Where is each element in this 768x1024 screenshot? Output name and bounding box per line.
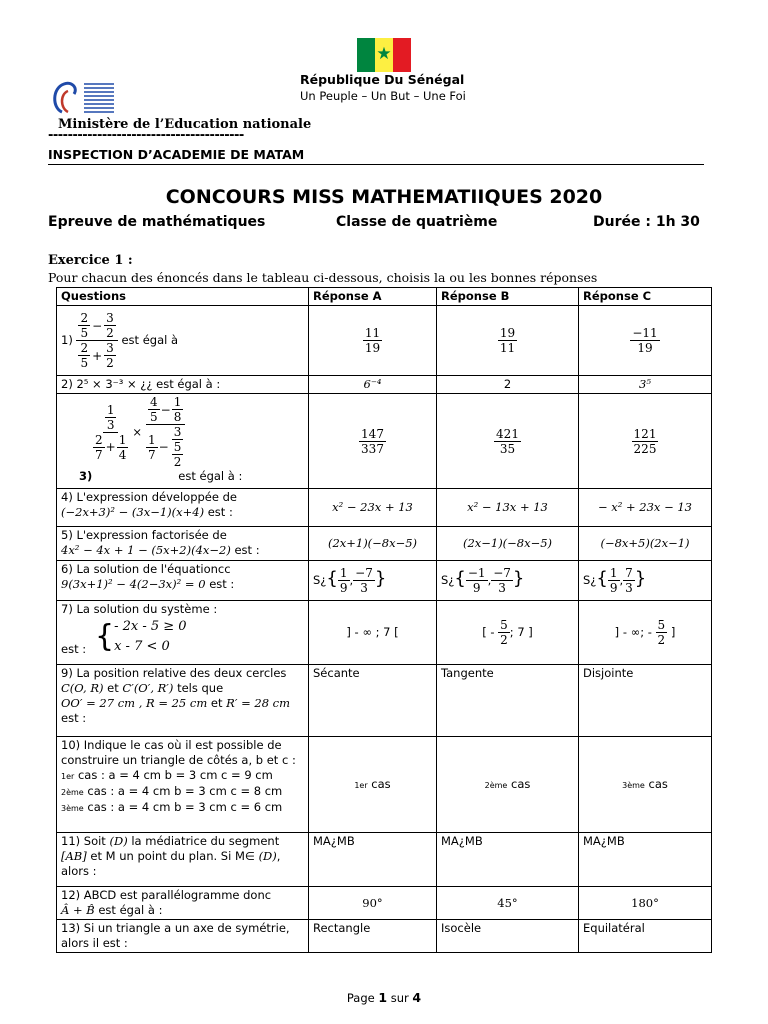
header-answer-b: Réponse B [437,288,579,306]
answer-10c: 3ème cas [579,737,712,833]
question-6: 6) La solution de l'équationcc 9(3x+1)² − 4(2−3x)² = 0 est : [57,561,309,601]
exercise-title: Exercice 1 : [48,253,133,268]
answer-6a: S¿{ $\frac{1}{9}$ , $\frac{-7}{3}$ } [309,561,437,601]
question-2: 2) 2⁵ × 3⁻³ × ¿¿ est égal à : [57,376,309,394]
header-questions: Questions [57,288,309,306]
answer-1b: $\frac{19}{11}$ [437,306,579,376]
exam-duration: Durée : 1h 30 [593,214,700,230]
question-11: 11) Soit (D) la médiatrice du segment [AB] et M un point du plan. Si M∈ (D), alors : [57,833,309,887]
question-4: 4) L'expression développée de (−2x+3)² − (3x−1)(x+4) est : [57,489,309,527]
exercise-instruction: Pour chacun des énoncés dans le tableau ci-dessous, choisis la ou les bonnes réponses [48,270,598,285]
answer-3b: $\frac{421}{35}$ [437,394,579,489]
senegal-flag [357,38,411,72]
table-row [57,665,712,737]
question-3: $\frac{1}{3}$ $\frac{2}{7}$ + $\frac{1}{4}$ × $\frac{4}{5}$ − $\frac{1}{8}$ $\frac{1}{7}$ − $\frac{3}{\frac{5}{2}}$ 3) est égal à : [57,394,309,489]
table-row [57,376,712,394]
answer-5c: (−8x+5)(2x−1) [579,527,712,561]
answer-2c: 3⁵ [579,376,712,394]
exam-class: Classe de quatrième [336,214,498,230]
answer-9a: Sécante [309,665,437,737]
header-rule [48,164,704,165]
question-12: 12) ABCD est parallélogramme donc Â + B̂ est égal à : [57,887,309,920]
answer-11a: MA¿MB [309,833,437,887]
table-row [57,394,712,489]
answer-3a: $\frac{147}{337}$ [309,394,437,489]
answer-3c: $\frac{121}{225}$ [579,394,712,489]
answer-9c: Disjointe [579,665,712,737]
question-9: 9) La position relative des deux cercles C(O, R) et C′(O′, R′) tels que OO′ = 27 cm , R = 25 cm et R′ = 28 cm est : [57,665,309,737]
answer-4b: x² − 13x + 13 [437,489,579,527]
answer-10b: 2ème cas [437,737,579,833]
answer-7c: ] - ∞; - $\frac{5}{2}$ ] [579,601,712,665]
table-header-row [57,288,712,306]
header-answer-a: Réponse A [309,288,437,306]
dashed-separator: ---------------------------------------- [48,128,244,143]
answer-12b: 45° [437,887,579,920]
question-10: 10) Indique le cas où il est possible de construire un triangle de côtés a, b et c : 1er cas : a = 4 cm b = 3 cm c = 9 cm 2ème cas : a = 4 cm b = 3 cm c = 8 cm 3ème cas : a = 4 cm b = 3 cm c = 6 cm [57,737,309,833]
answer-2b: 2 [437,376,579,394]
answer-4a: x² − 23x + 13 [309,489,437,527]
page-number: Page 1 sur 4 [346,990,422,1005]
answer-2a: 6⁻⁴ [309,376,437,394]
republic-name: République Du Sénégal [300,72,465,87]
table-row [57,737,712,833]
header-answer-c: Réponse C [579,288,712,306]
table-row [57,833,712,887]
answer-6c: S¿{ $\frac{1}{9}$ , $\frac{7}{3}$ } [579,561,712,601]
exam-subject: Epreuve de mathématiques [48,214,266,230]
answer-1c: $\frac{-11}{19}$ [579,306,712,376]
answer-12a: 90° [309,887,437,920]
answer-7b: [ - $\frac{5}{2}$ ; 7 ] [437,601,579,665]
star-icon: ★ [376,44,392,64]
question-1: 1) $\frac{2}{5}$ − $\frac{3}{2}$ $\frac{2}{5}$ + $\frac{3}{2}$ est égal à [57,306,309,376]
answer-13a: Rectangle [309,920,437,953]
answer-9b: Tangente [437,665,579,737]
answer-13b: Isocèle [437,920,579,953]
table-row [57,527,712,561]
table-row [57,920,712,953]
answer-10a: 1er cas [309,737,437,833]
answer-7a: ] - ∞ ; 7 [ [309,601,437,665]
table-row [57,887,712,920]
question-13: 13) Si un triangle a un axe de symétrie, alors il est : [57,920,309,953]
national-motto: Un Peuple – Un But – Une Foi [300,89,466,103]
answer-11c: MA¿MB [579,833,712,887]
answer-5b: (2x−1)(−8x−5) [437,527,579,561]
answers-table [56,287,712,953]
table-row [57,561,712,601]
ministry-logo [48,78,116,118]
answer-5a: (2x+1)(−8x−5) [309,527,437,561]
answer-4c: − x² + 23x − 13 [579,489,712,527]
inspection-name: INSPECTION D’ACADEMIE DE MATAM [48,147,305,162]
answer-13c: Equilatéral [579,920,712,953]
table-row [57,489,712,527]
answer-12c: 180° [579,887,712,920]
answer-11b: MA¿MB [437,833,579,887]
answer-1a: $\frac{11}{19}$ [309,306,437,376]
table-row [57,601,712,665]
answer-6b: S¿{ $\frac{-1}{9}$ , $\frac{-7}{3}$ } [437,561,579,601]
question-7: 7) La solution du système : est : { - 2x - 5 ≥ 0 x - 7 < 0 [57,601,309,665]
ministry-name: Ministère de l’Education nationale [58,117,312,132]
compound-fraction: $\frac{2}{5}$ − $\frac{3}{2}$ $\frac{2}{5}$ + $\frac{3}{2}$ [76,311,117,370]
table-row [57,306,712,376]
exam-title: CONCOURS MISS MATHEMATIIQUES 2020 [165,186,603,208]
question-5: 5) L'expression factorisée de 4x² − 4x + 1 − (5x+2)(4x−2) est : [57,527,309,561]
